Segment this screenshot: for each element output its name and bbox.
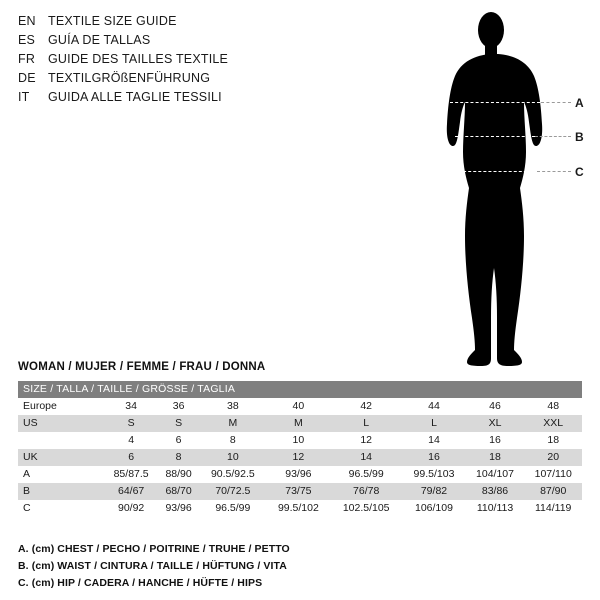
measure-label-b: B [575, 130, 584, 144]
table-row [18, 500, 582, 517]
cell: 10 [199, 449, 267, 466]
cell: 64/67 [104, 483, 158, 500]
language-title: TEXTILE SIZE GUIDE [48, 14, 177, 28]
table-header-label: SIZE / TALLA / TAILLE / GRÖSSE / TAGLIA [18, 381, 582, 398]
row-label: A [18, 466, 104, 483]
cell: 12 [330, 432, 402, 449]
cell: 16 [466, 432, 525, 449]
row-label: Europe [18, 398, 104, 415]
cell: 104/107 [466, 466, 525, 483]
language-title: TEXTILGRÖßENFÜHRUNG [48, 71, 211, 85]
cell: 34 [104, 398, 158, 415]
note-chest: A. (cm) CHEST / PECHO / POITRINE / TRUHE / PETTO [18, 543, 290, 555]
cell: L [402, 415, 465, 432]
language-code: DE [18, 71, 36, 85]
cell: 96.5/99 [330, 466, 402, 483]
cell: 14 [330, 449, 402, 466]
table-row [18, 415, 582, 432]
table-header-row [18, 381, 582, 398]
cell: 96.5/99 [199, 500, 267, 517]
cell: 76/78 [330, 483, 402, 500]
measure-line-waist [455, 136, 535, 137]
cell: 73/75 [267, 483, 330, 500]
table-row [18, 398, 582, 415]
note-hip: C. (cm) HIP / CADERA / HANCHE / HÜFTE / HIPS [18, 577, 263, 589]
cell: 46 [466, 398, 525, 415]
language-row [18, 52, 338, 71]
row-label: UK [18, 449, 104, 466]
cell: 110/113 [466, 500, 525, 517]
cell: 88/90 [158, 466, 199, 483]
cell: 68/70 [158, 483, 199, 500]
cell: 107/110 [524, 466, 582, 483]
cell: 48 [524, 398, 582, 415]
language-title: GUÍA DE TALLAS [48, 33, 151, 47]
language-title-block [18, 14, 338, 109]
cell: 14 [402, 432, 465, 449]
cell: M [267, 415, 330, 432]
cell: XXL [524, 415, 582, 432]
language-row [18, 71, 338, 90]
table-row [18, 449, 582, 466]
cell: 6 [104, 449, 158, 466]
table-row [18, 432, 582, 449]
cell: 44 [402, 398, 465, 415]
cell: 99.5/103 [402, 466, 465, 483]
cell: 114/119 [524, 500, 582, 517]
cell: 4 [104, 432, 158, 449]
cell: 18 [466, 449, 525, 466]
row-label: US [18, 415, 104, 432]
cell: 79/82 [402, 483, 465, 500]
cell: 8 [158, 449, 199, 466]
cell: 102.5/105 [330, 500, 402, 517]
cell: 38 [199, 398, 267, 415]
language-row [18, 14, 338, 33]
language-title: GUIDA ALLE TAGLIE TESSILI [48, 90, 222, 104]
cell: 18 [524, 432, 582, 449]
language-title: GUIDE DES TAILLES TEXTILE [48, 52, 229, 66]
measure-label-c: C [575, 165, 584, 179]
table-row [18, 466, 582, 483]
note-waist: B. (cm) WAIST / CINTURA / TAILLE / HÜFTUNG / VITA [18, 560, 287, 572]
cell: 90.5/92.5 [199, 466, 267, 483]
cell: 16 [402, 449, 465, 466]
table-row [18, 483, 582, 500]
section-title: WOMAN / MUJER / FEMME / FRAU / DONNA [18, 361, 266, 373]
cell: 70/72.5 [199, 483, 267, 500]
cell: 85/87.5 [104, 466, 158, 483]
language-row [18, 90, 338, 109]
measure-label-a: A [575, 96, 584, 110]
cell: S [104, 415, 158, 432]
row-label: B [18, 483, 104, 500]
cell: 40 [267, 398, 330, 415]
cell: 12 [267, 449, 330, 466]
pointer-line-c [537, 171, 571, 172]
cell: 99.5/102 [267, 500, 330, 517]
language-row [18, 33, 338, 52]
cell: 20 [524, 449, 582, 466]
language-code: FR [18, 52, 36, 66]
cell: 106/109 [402, 500, 465, 517]
measure-line-chest [450, 102, 540, 103]
language-code: IT [18, 90, 30, 104]
measurement-notes [18, 541, 578, 592]
cell: 8 [199, 432, 267, 449]
pointer-line-b [535, 136, 571, 137]
cell: 93/96 [158, 500, 199, 517]
pointer-line-a [541, 102, 571, 103]
cell: 83/86 [466, 483, 525, 500]
silhouette-icon [395, 6, 595, 376]
cell: 90/92 [104, 500, 158, 517]
cell: M [199, 415, 267, 432]
female-silhouette-figure [395, 6, 595, 376]
row-label: C [18, 500, 104, 517]
row-label [18, 432, 104, 449]
cell: L [330, 415, 402, 432]
cell: 93/96 [267, 466, 330, 483]
language-code: ES [18, 33, 36, 47]
cell: 87/90 [524, 483, 582, 500]
size-table [18, 381, 582, 517]
cell: XL [466, 415, 525, 432]
cell: S [158, 415, 199, 432]
measure-line-hip [453, 171, 537, 172]
cell: 36 [158, 398, 199, 415]
language-code: EN [18, 14, 36, 28]
cell: 10 [267, 432, 330, 449]
cell: 6 [158, 432, 199, 449]
cell: 42 [330, 398, 402, 415]
